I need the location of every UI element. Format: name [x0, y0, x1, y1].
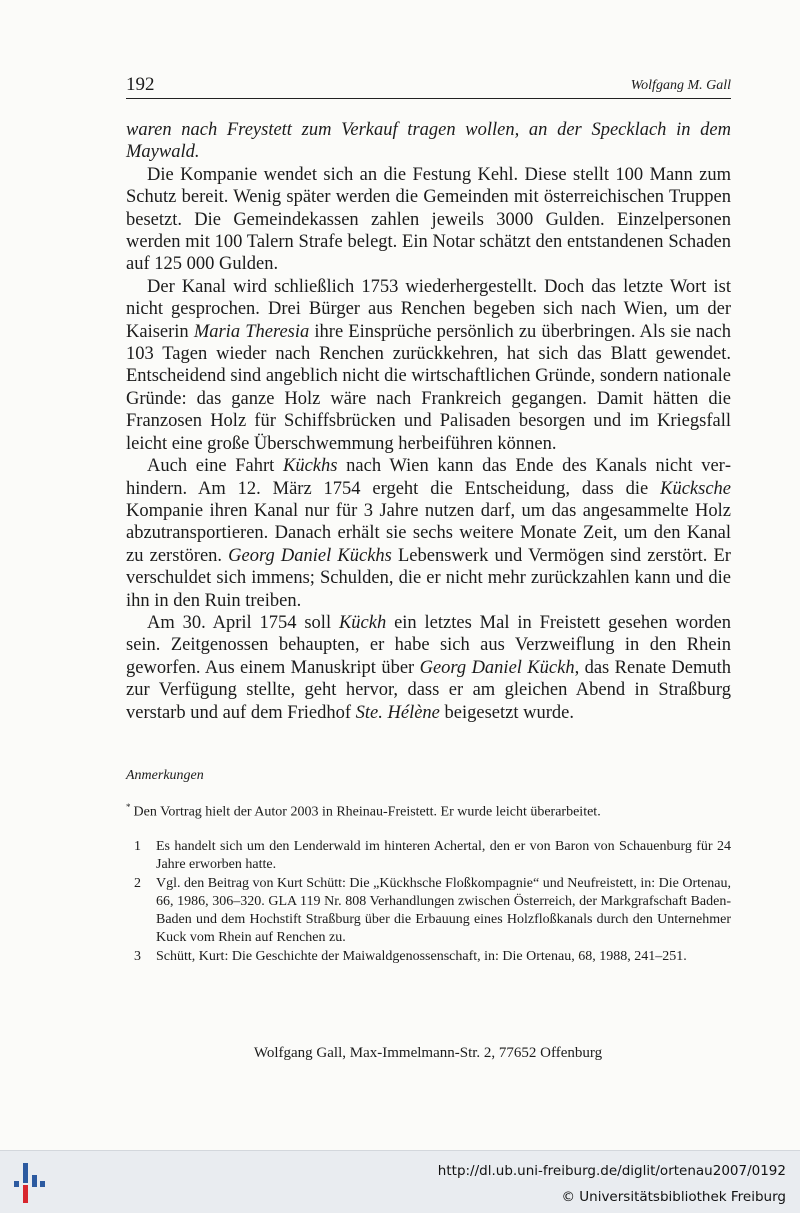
- text-run: ihre Einsprüche persönlich zu überbringen. Als sie nach 103 Tagen wieder nach Renchen zurückkehren, hat sich das Blatt gewendet. Entscheidend sind angeblich nicht die wirtschaftlichen Gründe, sondern nationale Gründe: das ganze Holz wäre nach Frankreich gegangen. Damit hätten die Franzosen Holz für Schiffsbrücken und Palisaden besorgen und im Kriegsfall leicht eine große Überschwemmung herbeiführen können.: [126, 321, 731, 454]
- paragraph: [126, 612, 731, 724]
- footnote-text: Schütt, Kurt: Die Geschichte der Maiwaldgenossenschaft, in: Die Ortenau, 68, 1988, 241–251.: [156, 948, 687, 964]
- author-address: Wolfgang Gall, Max-Immelmann-Str. 2, 77652 Offenburg: [253, 1045, 603, 1061]
- text-run: Am 30. April 1754 soll: [147, 612, 339, 633]
- footnote-text: Es handelt sich um den Lenderwald im hinteren Achertal, den er von Baron von Schauenburg für 24 Jahre erworben hatte.: [156, 839, 731, 873]
- asterisk-note: [126, 798, 731, 822]
- italic-text: Georg Daniel Kückhs: [228, 545, 392, 566]
- body-text: [126, 119, 731, 724]
- page-number: 192: [126, 74, 155, 95]
- paragraph: [126, 119, 731, 164]
- footnotes: [126, 838, 731, 966]
- paragraph: [126, 276, 731, 455]
- footnote-number: 3: [134, 948, 141, 964]
- notes-heading: Anmerkungen: [126, 768, 204, 783]
- text-run: Der Kanal wird schließlich 1753 wiederhergestellt. Doch das letzte Wort ist nicht gesprochen. Drei Bürger aus Renchen begeben sich nach Wien, um der Kaiserin: [126, 276, 731, 342]
- footnote-text: Vgl. den Beitrag von Kurt Schütt: Die „Kückhsche Floßkompagnie“ und Neufreistett, in: Die Ortenau, 66, 1986, 306–320. GLA 119 Nr. 808 Verhandlungen zwischen Österreich, der Markgrafschaft Baden-Baden und dem Hochstift Straßburg über die Erbauung eines Holzfloßkanals durch den Unternehmer Kuck vom Rhein auf Renchen zu.: [156, 875, 731, 946]
- logo-bar-right: [32, 1175, 37, 1187]
- footnote: [126, 875, 731, 948]
- logo-bar-center-red: [23, 1185, 28, 1203]
- italic-text: Kücksche: [660, 478, 731, 499]
- footnote: [126, 838, 731, 875]
- viewer-footer: [0, 1150, 800, 1213]
- footnote-number: 2: [134, 875, 141, 891]
- permalink-link[interactable]: http://dl.ub.uni-freiburg.de/diglit/ortenau2007/0192: [437, 1163, 786, 1179]
- text-run: ein letztes Mal in Freistett gesehen worden sein. Zeitgenossen behaupten, er habe sich aus Verzweiflung in den Rhein geworfen. Aus einem Manuskript über: [126, 612, 731, 678]
- asterisk-marker: *: [126, 802, 131, 812]
- footnote-number: 1: [134, 839, 141, 854]
- italic-text: Ste. Hélène: [355, 702, 440, 723]
- logo-bar-left: [14, 1181, 19, 1187]
- paragraph: [126, 164, 731, 276]
- text-run: Lebenswerk und Vermögen sind zerstört. Er verschuldet sich immens; Schulden, die er nicht mehr zurückzahlen kann und die ihn in den Ruin treiben.: [126, 545, 731, 611]
- logo-bar-center-top: [23, 1163, 28, 1183]
- text-run: nach Wien kann das Ende des Kanals nicht verhindern. Am 12. März 1754 ergeht die Entscheidung, dass die: [126, 456, 731, 499]
- italic-text: Maria Theresia: [193, 321, 310, 342]
- paragraph: [126, 455, 731, 612]
- copyright-notice: © Universitätsbibliothek Freiburg: [561, 1189, 786, 1205]
- text-run: Auch eine Fahrt: [147, 456, 283, 477]
- text-run: Kompanie ihren Kanal nur für 3 Jahre nutzen darf, um das angesammelte Holz abzutransportieren. Danach erhält sie sechs weitere Monate Zeit, um den Kanal zu zerstören.: [126, 500, 731, 566]
- text-run: beigesetzt wurde.: [439, 702, 574, 723]
- running-head-author: Wolfgang M. Gall: [630, 78, 731, 93]
- running-head: [126, 74, 731, 99]
- logo-bar-far-right: [40, 1181, 45, 1187]
- ub-freiburg-logo-icon: [10, 1161, 46, 1205]
- italic-text: Kückhs: [283, 456, 338, 477]
- asterisk-note-text: Den Vortrag hielt der Autor 2003 in Rheinau-Freistett. Er wurde leicht überarbeitet.: [133, 804, 601, 820]
- text-run: Die Kompanie wendet sich an die Festung Kehl. Diese stellt 100 Mann zum Schutz bereit. Wenig später werden die Gemeinden mit österreichischen Truppen besetzt. Die Gemeindekassen zahlen jeweils 3000 Gulden. Einzelpersonen werden mit 100 Talern Strafe belegt. Ein Notar schätzt den entstandenen Schaden auf 125 000 Gulden.: [126, 164, 731, 275]
- text-run: , das Renate Demuth zur Verfügung stellte, geht hervor, dass er am gleichen Abend in Straßburg verstarb und auf dem Friedhof: [126, 657, 731, 723]
- italic-text: Georg Daniel Kückh: [419, 657, 575, 678]
- italic-text: waren nach Freystett zum Verkauf tragen wollen, an der Specklach in dem Maywald.: [126, 120, 731, 163]
- italic-text: Kückh: [338, 612, 387, 633]
- footnote: [126, 948, 731, 966]
